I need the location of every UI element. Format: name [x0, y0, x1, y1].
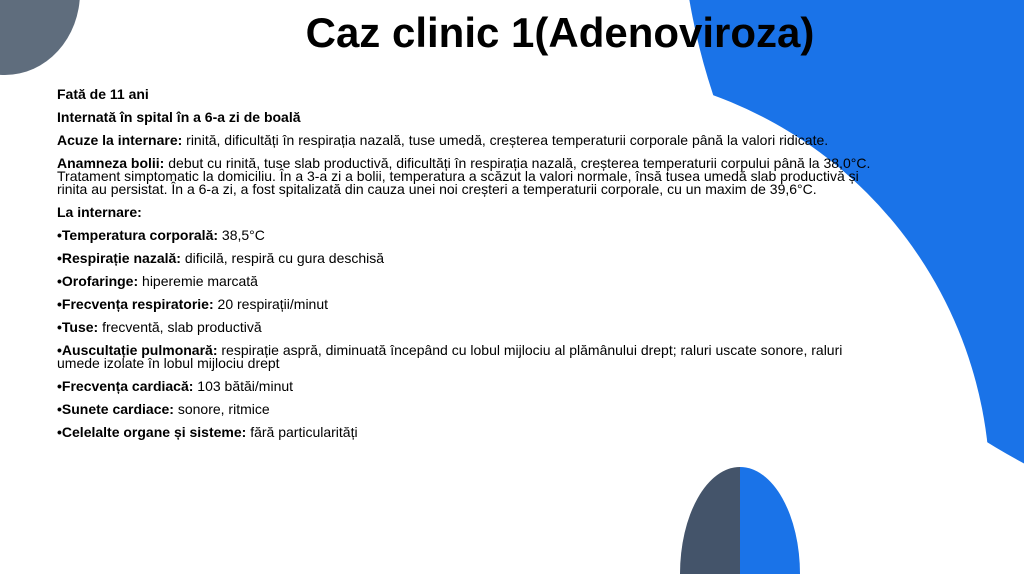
bullet-heart-sounds: •Sunete cardiace: sonore, ritmice: [57, 401, 270, 417]
bullet-lung-auscultation: •Auscultație pulmonară: respirație aspră, diminuată începând cu lobul mijlociu al plămânului drept; raluri uscate sonore, raluri umede izolate în lobul mijlociu drept: [57, 342, 843, 371]
gray-leaf-shape: [680, 467, 740, 574]
blue-leaf-shape: [740, 467, 800, 574]
bullet-temperature: •Temperatura corporală: 38,5°C: [57, 227, 265, 243]
bullet-cough: •Tuse: frecventă, slab productivă: [57, 319, 262, 335]
slide-title: Caz clinic 1(Adenoviroza): [305, 9, 815, 56]
bullet-other-organs: •Celelalte organe și sisteme: fără particularități: [57, 424, 358, 440]
bullet-nasal-breathing: •Respirație nazală: dificilă, respiră cu gura deschisă: [57, 250, 385, 266]
paragraph-anamnesis: Anamneza bolii: debut cu rinită, tuse slab productivă, dificultăți în respirația nazală, creșterea temperaturii corpului până la 38,0°C. Tratament simptomatic la domiciliu. În a 3-a zi a bolii, temperatura a scăzut la valori normale, însă tusea umedă slab productivă și rinita au persistat. În a 6-a zi, a fost spitalizată din cauza unei noi creșteri a temperaturii corporale, cu un maxim de 39,6°C.: [57, 155, 871, 197]
decorative-corner-shape: [0, 0, 80, 75]
bullet-oropharynx: •Orofaringe: hiperemie marcată: [57, 273, 258, 289]
paragraph-admission-day: Internată în spital în a 6-a zi de boală: [57, 109, 301, 125]
case-description: [57, 88, 872, 449]
bullet-heart-rate: •Frecvența cardiacă: 103 bătăi/minut: [57, 378, 294, 394]
paragraph-complaints: Acuze la internare: rinită, dificultăți în respirația nazală, tuse umedă, creșterea temperaturii corporale până la valori ridicate.: [57, 132, 829, 148]
paragraph-patient: Fată de 11 ani: [57, 86, 149, 102]
decorative-leaves: [680, 467, 800, 574]
bullet-respiratory-rate: •Frecvența respiratorie: 20 respirații/minut: [57, 296, 329, 312]
paragraph-at-admission: La internare:: [57, 204, 142, 220]
